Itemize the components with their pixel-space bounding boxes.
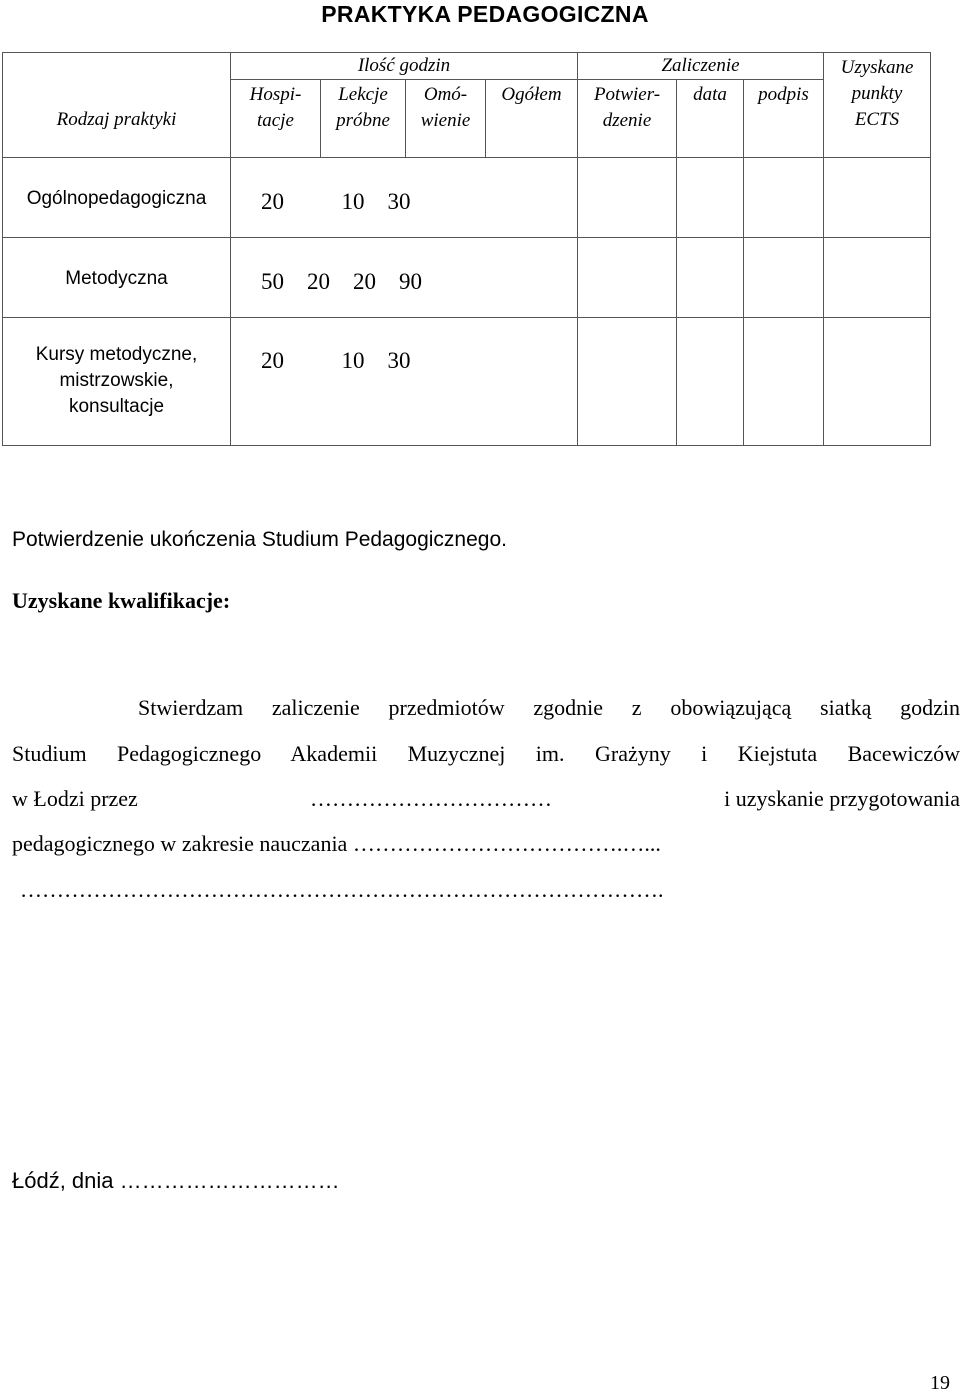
paragraph-line-3-start: w Łodzi przez: [12, 786, 138, 811]
cell-ects: [824, 318, 931, 446]
table-row: [3, 238, 931, 318]
header-zaliczenie: Zaliczenie: [578, 53, 824, 80]
paragraph-line-2: Studium Pedagogicznego Akademii Muzycznej im. Grażyny i Kiejstuta Bacewiczów: [12, 741, 960, 766]
paragraph-line-3-end: i uzyskanie przygotowania: [724, 786, 960, 811]
row-name: Metodyczna: [3, 238, 231, 318]
cell-podpis: [744, 158, 824, 238]
cell-podpis: [744, 238, 824, 318]
cell-podpis: [744, 318, 824, 446]
row-name: Ogólnopedagogiczna: [3, 158, 231, 238]
header-lekcje: Lekcje próbne: [321, 80, 406, 158]
header-potwierdzenie: Potwier- dzenie: [578, 80, 677, 158]
header-ects: Uzyskane punkty ECTS: [824, 53, 931, 158]
paragraph-line-3: [12, 786, 960, 812]
header-podpis: podpis: [744, 80, 824, 158]
cell-data: [677, 158, 744, 238]
table-row: [3, 318, 931, 446]
page-title: PRAKTYKA PEDAGOGICZNA: [321, 1, 649, 27]
paragraph-line-1: Stwierdzam zaliczenie przedmiotów zgodnie z obowiązującą siatką godzin: [138, 695, 960, 720]
cell-potwierdzenie: [578, 318, 677, 446]
paragraph-line-5: …………………………………………………………………………….: [20, 877, 664, 902]
cell-data: [677, 238, 744, 318]
header-rodzaj: Rodzaj praktyki: [3, 53, 231, 158]
page-number: 19: [930, 1372, 950, 1394]
practice-table: [2, 52, 931, 446]
cell-ects: [824, 238, 931, 318]
qualifications-heading: Uzyskane kwalifikacje:: [12, 588, 231, 613]
header-hospitacje: Hospi- tacje: [231, 80, 321, 158]
paragraph-line-4: pedagogicznego w zakresie nauczania ……………………………….…...: [12, 831, 661, 856]
header-ilosc-godzin: Ilość godzin: [231, 53, 578, 80]
header-omowienie: Omó- wienie: [406, 80, 486, 158]
cell-ects: [824, 158, 931, 238]
row-values: 50 20 20 90: [231, 238, 578, 318]
header-data: data: [677, 80, 744, 158]
cell-potwierdzenie: [578, 158, 677, 238]
place-date: Łódź, dnia …………………………: [12, 1168, 340, 1193]
row-values: 20 10 30: [231, 318, 578, 446]
cell-data: [677, 318, 744, 446]
header-ogolem: Ogółem: [486, 80, 578, 158]
confirmation-text: Potwierdzenie ukończenia Studium Pedagogicznego.: [12, 528, 507, 551]
paragraph-line-3-blank: ……………………………: [310, 786, 552, 811]
table-row: [3, 158, 931, 238]
cell-potwierdzenie: [578, 238, 677, 318]
row-values: 20 10 30: [231, 158, 578, 238]
row-name: Kursy metodyczne, mistrzowskie, konsultacje: [3, 318, 231, 446]
